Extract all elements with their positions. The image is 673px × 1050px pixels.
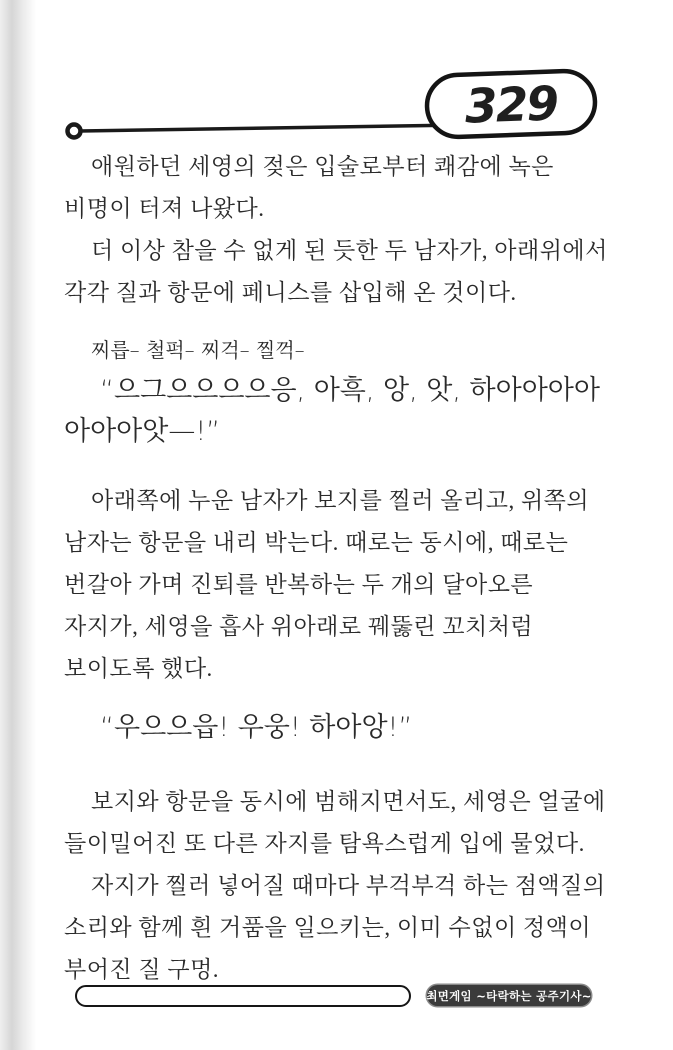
series-title: 최면게임 ~타락하는 공주기사~ [426, 988, 592, 1003]
dialogue-quote-2: “우으으읍! 우웅! 하아앙!” [100, 712, 413, 743]
sound-effect-line: 찌릅– 철퍽– 찌걱– 찔꺽– [91, 338, 305, 362]
paragraph-5: 자지가 찔러 넣어질 때마다 부걱부걱 하는 점액질의 소리와 함께 흰 거품을 일으키는, 이미 수없이 정액이 부어진 질 구멍. [64, 873, 606, 982]
footer-rule-box [75, 985, 411, 1007]
page-header-ornament [0, 0, 673, 160]
footer-series-badge [427, 985, 591, 1006]
page-text-content [64, 146, 613, 991]
page-number-badge [426, 70, 596, 138]
paragraph-3: 아래쪽에 누운 남자가 보지를 찔러 올리고, 위쪽의 남자는 항문을 내리 박는다. 때로는 동시에, 때로는 번갈아 가며 진퇴를 반복하는 두 개의 달아오른 자지가, 세영을 흡사 위아래로 꿰뚫린 꼬치처럼 보이도록 했다. [64, 488, 590, 681]
header-ring-ornament [68, 125, 81, 138]
paragraph-4: 보지와 항문을 동시에 범해지면서도, 세영은 얼굴에 들이밀어진 또 다른 자지를 탐욕스럽게 입에 물었다. [64, 789, 606, 856]
dialogue-quote-1: “으그으으으으응, 아흑, 앙, 앗, 하아아아아아아아앗—!” [64, 375, 600, 447]
header-rule-line [80, 125, 462, 131]
paragraph-1: 애원하던 세영의 젖은 입술로부터 쾌감에 녹은 비명이 터져 나왔다. [64, 154, 554, 221]
paragraph-2: 더 이상 참을 수 없게 된 듯한 두 남자가, 아래위에서 각각 질과 항문에 페니스를 삽입해 온 것이다. [64, 238, 608, 305]
page-footer [0, 982, 673, 1014]
page-number: 329 [464, 76, 559, 135]
